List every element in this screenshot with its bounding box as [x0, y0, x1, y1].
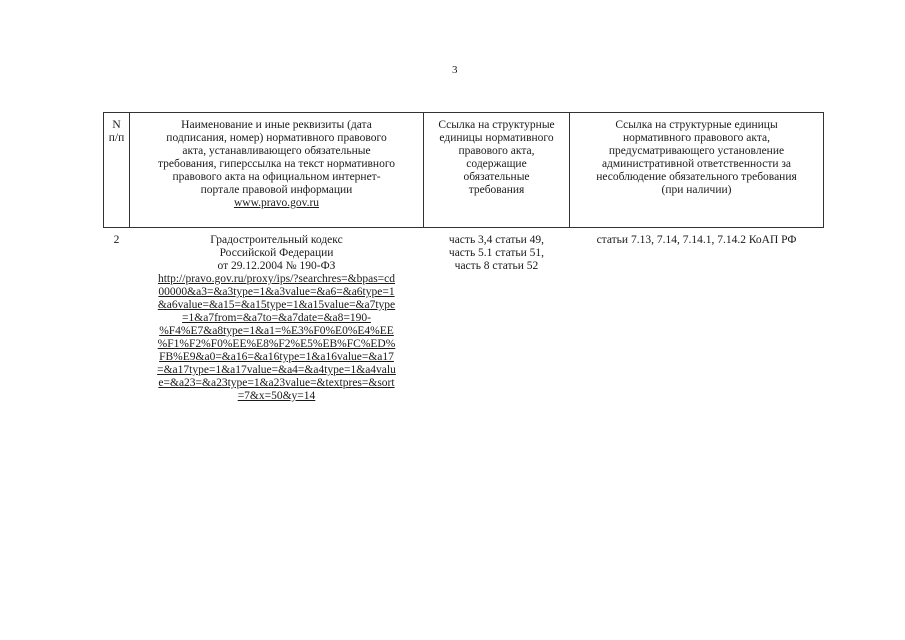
act-name-line: Российской Федерации — [219, 247, 334, 259]
requirement-line: часть 5.1 статьи 51, — [448, 247, 545, 259]
act-hyperlink[interactable]: FB%E9&a0=&a16=&a16type=1&a16value=&a17 — [159, 351, 394, 363]
requirements-table — [103, 112, 824, 406]
header-line: N — [112, 119, 121, 131]
header-line: административной ответственности за — [601, 158, 792, 170]
header-line: портале правовой информации — [200, 184, 353, 196]
header-requirements — [424, 113, 570, 228]
act-hyperlink[interactable]: =1&a7from=&a7to=&a7date=&a8=190- — [182, 312, 371, 324]
act-hyperlink[interactable]: =&a17type=1&a17value=&a4=&a4type=1&a4valu — [157, 364, 396, 376]
act-hyperlink[interactable]: 00000&a3=&a3type=1&a3value=&a6=&a6type=1 — [158, 286, 395, 298]
act-hyperlink[interactable]: %F1%F2%F0%EE%E8%F2%E5%EB%FC%ED% — [157, 338, 396, 350]
header-line: содержащие — [466, 158, 527, 170]
header-line: правового акта на официальном интернет- — [172, 171, 381, 183]
header-line: требования, гиперссылка на текст нормативного — [157, 158, 396, 170]
page-number: 3 — [452, 64, 458, 76]
row-act-name — [130, 228, 424, 407]
act-name-line: Градостроительный кодекс — [210, 234, 343, 246]
header-line: правового акта, — [458, 145, 535, 157]
table-row — [104, 228, 824, 407]
header-line: единицы нормативного — [439, 132, 554, 144]
header-line: требования — [468, 184, 525, 196]
header-line: нормативного правового акта, — [622, 132, 770, 144]
header-line: несоблюдение обязательного требования — [596, 171, 797, 183]
header-line: Ссылка на структурные единицы — [615, 119, 778, 131]
act-name-line: от 29.12.2004 № 190-ФЗ — [217, 260, 336, 272]
header-number — [104, 113, 130, 228]
header-line-pravo-link[interactable]: www.pravo.gov.ru — [233, 197, 320, 209]
header-line: Ссылка на структурные — [438, 119, 555, 131]
header-line: подписания, номер) нормативного правового — [166, 132, 387, 144]
row-requirements — [424, 228, 570, 407]
header-line: акта, устанавливающего обязательные — [182, 145, 371, 157]
act-hyperlink[interactable]: http://pravo.gov.ru/proxy/ips/?searchres=&bpas=cd — [157, 273, 396, 285]
header-line: п/п — [108, 132, 125, 144]
header-line: предусматривающего установление — [608, 145, 785, 157]
header-line: обязательные — [463, 171, 530, 183]
table-header-row — [104, 113, 824, 228]
row-liability: статьи 7.13, 7.14, 7.14.1, 7.14.2 КоАП РФ — [596, 234, 797, 246]
act-hyperlink[interactable]: e=&a23=&a23type=1&a23value=&textpres=&sort — [158, 377, 395, 389]
act-hyperlink[interactable]: &a6value=&a15=&a15type=1&a15value=&a7type — [157, 299, 396, 311]
row-number: 2 — [113, 234, 120, 246]
act-hyperlink[interactable]: %F4%E7&a8type=1&a1=%E3%F0%E0%E4%EE — [159, 325, 394, 337]
requirement-line: часть 3,4 статьи 49, — [448, 234, 545, 246]
header-line: (при наличии) — [661, 184, 732, 196]
header-act-name — [130, 113, 424, 228]
header-liability — [570, 113, 824, 228]
act-hyperlink[interactable]: =7&x=50&y=14 — [237, 390, 316, 402]
header-line: Наименование и иные реквизиты (дата — [181, 119, 372, 131]
requirement-line: часть 8 статьи 52 — [454, 260, 539, 272]
